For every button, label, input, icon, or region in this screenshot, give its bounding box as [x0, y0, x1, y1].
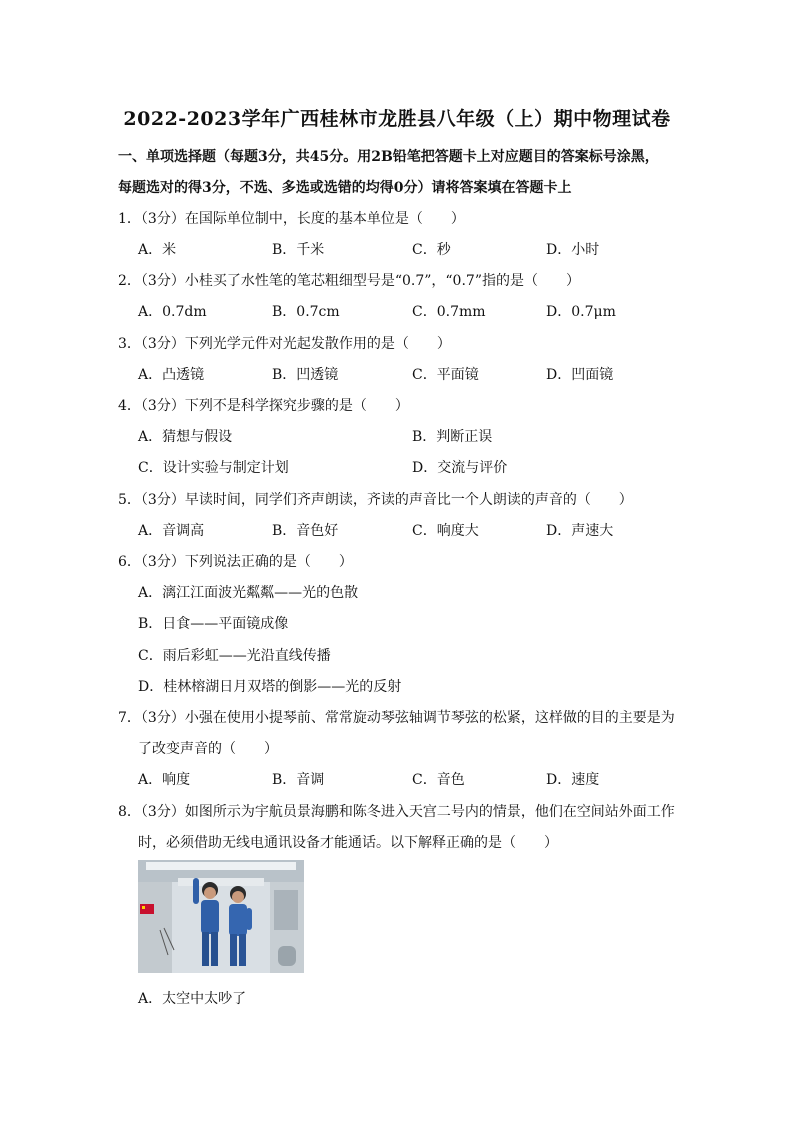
question-3-option-c: C．平面镜 — [412, 367, 479, 383]
question-4-option-b: B．判断正误 — [412, 429, 493, 445]
question-1-option-b: B．千米 — [272, 242, 325, 258]
question-4-option-c: C．设计实验与制定计划 — [138, 460, 289, 476]
question-2-option-d: D．0.7μm — [546, 304, 616, 320]
question-8-stem-line-2: 时，必须借助无线电通讯设备才能通话。以下解释正确的是（ ） — [138, 835, 558, 851]
question-6-option-a: A．漓江江面波光粼粼——光的色散 — [138, 585, 359, 601]
question-5-option-b: B．音色好 — [272, 523, 339, 539]
question-8-stem-line-1: 8．（3分）如图所示为宇航员景海鹏和陈冬进入天宫二号内的情景，他们在空间站外面工作 — [118, 804, 675, 820]
question-7-stem-line-1: 7．（3分）小强在使用小提琴前、常常旋动琴弦轴调节琴弦的松紧，这样做的目的主要是为 — [118, 710, 675, 726]
question-3-option-b: B．凹透镜 — [272, 367, 339, 383]
question-6-option-c: C．雨后彩虹——光沿直线传播 — [138, 648, 331, 664]
section-heading-line-2: 每题选对的得3分，不选、多选或选错的均得0分）请将答案填在答题卡上 — [118, 180, 572, 196]
question-3-stem: 3．（3分）下列光学元件对光起发散作用的是（ ） — [118, 336, 451, 352]
question-7-option-b: B．音调 — [272, 772, 325, 788]
question-5-option-a: A．音调高 — [138, 523, 205, 539]
question-6-stem: 6．（3分）下列说法正确的是（ ） — [118, 554, 353, 570]
question-5-stem: 5．（3分）早读时间，同学们齐声朗读，齐读的声音比一个人朗读的声音的（ ） — [118, 492, 633, 508]
astronauts-photo — [138, 860, 304, 973]
question-4-option-d: D．交流与评价 — [412, 460, 508, 476]
question-7-option-a: A．响度 — [138, 772, 191, 788]
question-2-option-c: C．0.7mm — [412, 304, 486, 320]
question-6-option-b: B．日食——平面镜成像 — [138, 616, 289, 632]
question-5-option-c: C．响度大 — [412, 523, 479, 539]
question-7-stem-line-2: 了改变声音的（ ） — [138, 741, 278, 757]
question-2-option-a: A．0.7dm — [138, 304, 207, 320]
question-4-option-a: A．猜想与假设 — [138, 429, 233, 445]
section-heading-line-1: 一、单项选择题（每题3分，共45分。用2B铅笔把答题卡上对应题目的答案标号涂黑， — [118, 149, 659, 165]
question-7-option-c: C．音色 — [412, 772, 465, 788]
question-1-option-a: A．米 — [138, 242, 177, 258]
question-4-stem: 4．（3分）下列不是科学探究步骤的是（ ） — [118, 398, 409, 414]
question-3-option-d: D．凹面镜 — [546, 367, 614, 383]
question-8-option-a: A．太空中太吵了 — [138, 991, 247, 1007]
question-1-option-d: D．小时 — [546, 242, 600, 258]
question-6-option-d: D．桂林榕湖日月双塔的倒影——光的反射 — [138, 679, 402, 695]
question-7-option-d: D．速度 — [546, 772, 600, 788]
exam-title: 2022-2023学年广西桂林市龙胜县八年级（上）期中物理试卷 — [123, 108, 671, 130]
astronauts-illustration — [138, 860, 304, 973]
question-5-option-d: D．声速大 — [546, 523, 614, 539]
question-1-stem: 1．（3分）在国际单位制中，长度的基本单位是（ ） — [118, 211, 465, 227]
question-2-option-b: B．0.7cm — [272, 304, 340, 320]
question-3-option-a: A．凸透镜 — [138, 367, 205, 383]
question-2-stem: 2．（3分）小桂买了水性笔的笔芯粗细型号是“0.7”，“0.7”指的是（ ） — [118, 273, 580, 289]
question-1-option-c: C．秒 — [412, 242, 451, 258]
